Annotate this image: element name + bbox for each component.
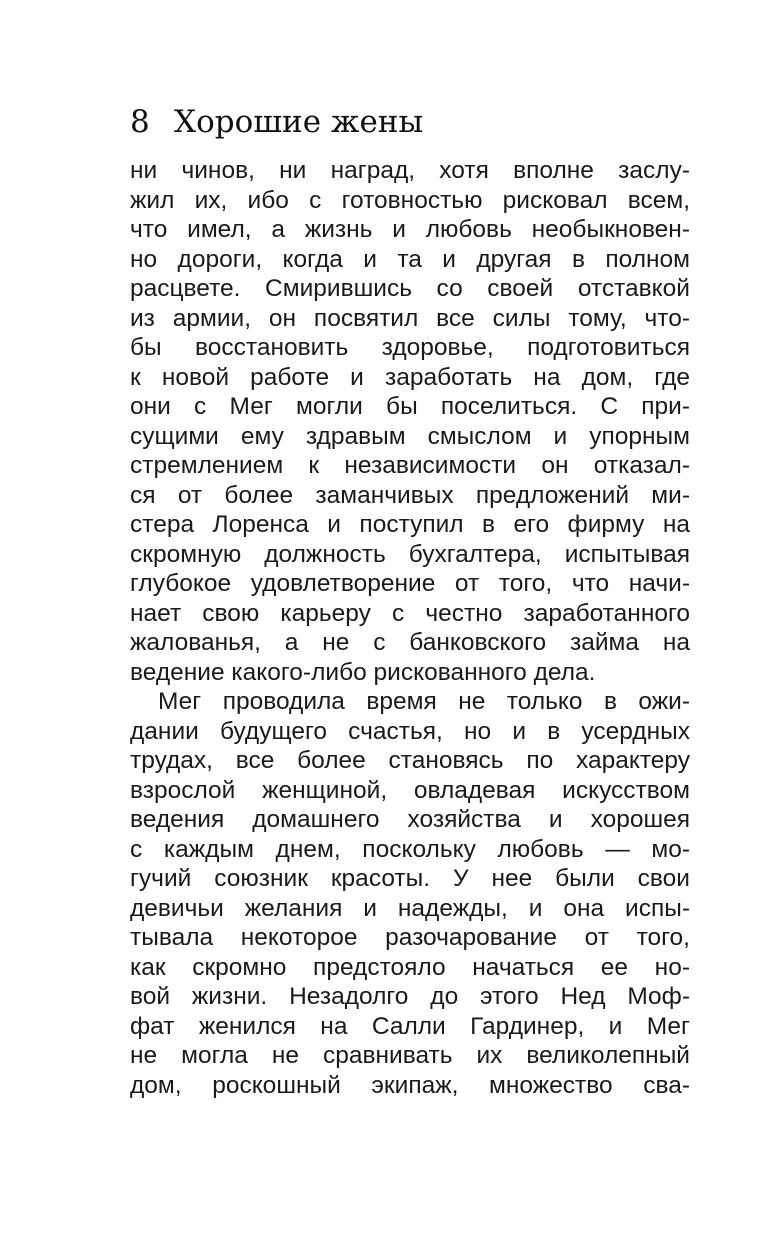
text-line: вой жизни. Незадолго до этого Нед Моф- [130,983,690,1010]
text-line: дом, роскошный экипаж, множество сва- [130,1071,690,1099]
text-line: сущими ему здравым смыслом и упорным [130,422,690,450]
text-line: из армии, он посвятил все силы тому, что- [130,304,690,332]
text-line: ведения домашнего хозяйства и хорошея [130,806,690,833]
text-line: гучий союзник красоты. У нее были свои [130,865,690,892]
text-line: жил их, ибо с готовностью рисковал всем, [130,186,690,214]
text-line: не могла не сравнивать их великолепный [130,1042,690,1069]
text-line: но дороги, когда и та и другая в полном [130,245,690,273]
text-line: нает свою карьеру с честно заработанного [130,599,690,627]
paragraph [130,156,690,687]
text-line: девичьи желания и надежды, и она испы- [130,894,690,922]
book-title: Хорошие жены [174,104,424,140]
text-line: расцвете. Смирившись со своей отставкой [130,275,690,302]
page-number: 8 [130,104,150,140]
text-line: трудах, все более становясь по характеру [130,747,690,774]
text-line: жалованья, а не с банковского займа на [130,629,690,656]
running-header [130,102,423,142]
text-line: Мег проводила время не только в ожи- [158,688,690,715]
text-line: скромную должность бухгалтера, испытывая [130,540,690,568]
text-line: ни чинов, ни наград, хотя вполне заслу- [130,157,690,184]
text-line: стремлением к независимости он отказал- [130,452,690,479]
text-line: ся от более заманчивых предложений ми- [130,481,690,509]
paragraph [130,687,690,1100]
text-line: ведение какого-либо рискованного дела. [130,658,596,686]
text-line: с каждым днем, поскольку любовь — мо- [130,835,690,863]
text-line: как скромно предстояло начаться ее но- [130,953,690,981]
text-line: бы восстановить здоровье, подготовиться [130,334,690,361]
text-line: к новой работе и заработать на дом, где [130,363,690,391]
text-line: фат женился на Салли Гардинер, и Мег [130,1012,690,1040]
text-line: глубокое удовлетворение от того, что начи- [130,570,690,597]
text-line: дании будущего счастья, но и в усердных [130,717,690,745]
text-line: стера Лоренса и поступил в его фирму на [130,511,690,538]
text-line: тывала некоторое разочарование от того, [130,924,690,951]
text-line: что имел, а жизнь и любовь необыкновен- [130,216,690,243]
text-line: они с Мег могли бы поселиться. С при- [130,393,690,420]
body-text [130,156,690,1100]
text-line: взрослой женщиной, овладевая искусством [130,776,690,804]
